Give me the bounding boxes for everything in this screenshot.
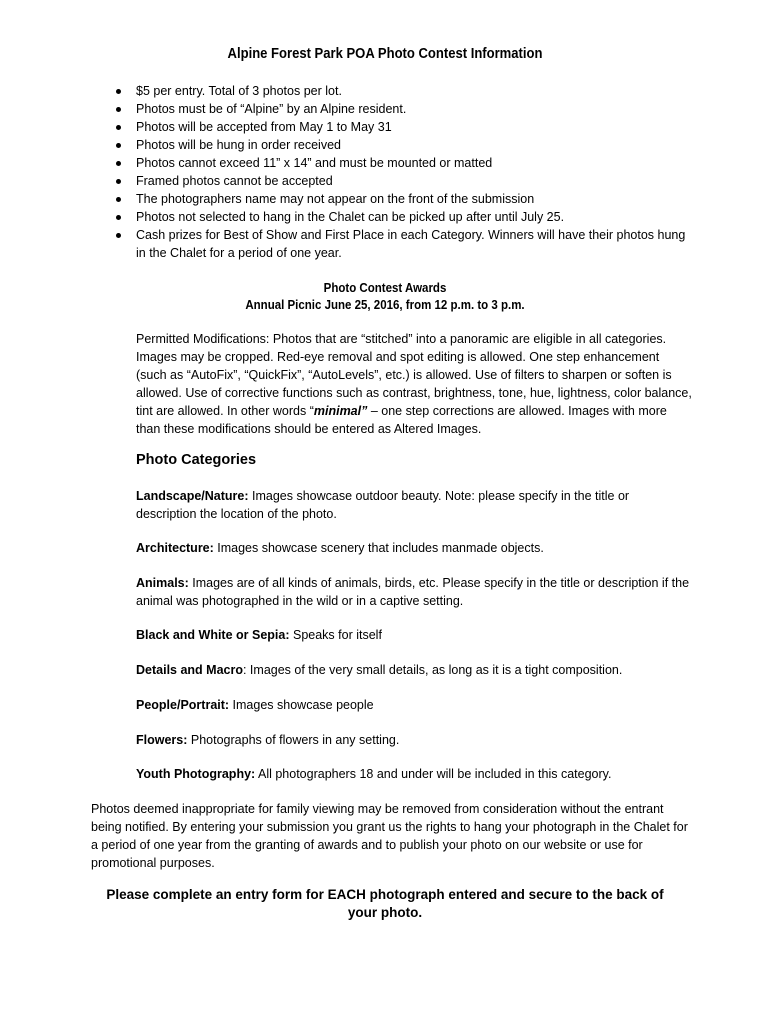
awards-heading: Photo Contest Awards — [323, 281, 447, 295]
closing-paragraph: Photos deemed inappropriate for family viewing may be removed from consideration without the entrant being notified. By entering your submission you grant us the rights to hang your photograph in the Chalet for a period of one year from the granting of awards and to publish your photo on our website or use for promotional purposes. — [91, 802, 688, 870]
permitted-modifications: Permitted Modifications: Photos that are “stitched” into a panoramic are eligible in all categories. Images may be cropped. Red-eye removal and spot editing is allowed. One step enhancement (such as “AutoFix”, “QuickFix”, “AutoLevels”, etc.) is allowed. Use of filters to sharpen or soften is allowed. Use of corrective functions such as contrast, brightness, tone, hue, lightness, color balance, tint are allowed. In other words “minimal” – one step corrections are allowed. Images with more than these modifications should be entered as Altered Images. — [136, 332, 692, 436]
bullet-icon — [116, 107, 121, 112]
category-animals: Animals: Images are of all kinds of animals, birds, etc. Please specify in the title or description if the animal was photographed in the wild or in a captive setting. — [136, 576, 690, 608]
bullet-icon — [116, 143, 121, 148]
rule-item: Cash prizes for Best of Show and First Place in each Category. Winners will have their photos hung in the Chalet for a period of one year. — [114, 226, 694, 262]
category-youth: Youth Photography: All photographers 18 and under will be included in this category. — [136, 767, 612, 781]
bullet-icon — [116, 197, 121, 202]
category-black-white: Black and White or Sepia: Speaks for itself — [136, 628, 382, 642]
rule-item: Photos cannot exceed 11” x 14” and must be mounted or matted — [114, 154, 694, 172]
category-architecture: Architecture: Images showcase scenery that includes manmade objects. — [136, 541, 544, 555]
awards-date: Annual Picnic June 25, 2016, from 12 p.m. to 3 p.m. — [245, 298, 525, 312]
bullet-icon — [116, 233, 121, 238]
final-instruction: Please complete an entry form for EACH photograph entered and secure to the back of your photo. — [106, 887, 664, 920]
rule-item: Photos must be of “Alpine” by an Alpine resident. — [114, 100, 694, 118]
category-flowers: Flowers: Photographs of flowers in any setting. — [136, 733, 400, 747]
emphasis-minimal: minimal” — [313, 404, 368, 418]
rule-item: The photographers name may not appear on the front of the submission — [114, 190, 694, 208]
bullet-icon — [116, 89, 121, 94]
category-landscape: Landscape/Nature: Images showcase outdoor beauty. Note: please specify in the title or description the location of the photo. — [136, 489, 630, 521]
bullet-icon — [116, 125, 121, 130]
rule-item: Photos will be hung in order received — [114, 136, 694, 154]
rule-item: Photos will be accepted from May 1 to May 31 — [114, 118, 694, 136]
bullet-icon — [116, 179, 121, 184]
categories-heading: Photo Categories — [136, 452, 257, 468]
rule-item: Framed photos cannot be accepted — [114, 172, 694, 190]
category-people: People/Portrait: Images showcase people — [136, 698, 374, 712]
awards-section — [31, 280, 739, 314]
document-title: Alpine Forest Park POA Photo Contest Information — [227, 46, 543, 62]
rule-item: Photos not selected to hang in the Chalet can be picked up after until July 25. — [114, 208, 694, 226]
rule-item: $5 per entry. Total of 3 photos per lot. — [114, 82, 694, 100]
rules-list — [114, 82, 694, 262]
category-details-macro: Details and Macro: Images of the very small details, as long as it is a tight composition. — [136, 663, 623, 677]
bullet-icon — [116, 161, 121, 166]
bullet-icon — [116, 215, 121, 220]
